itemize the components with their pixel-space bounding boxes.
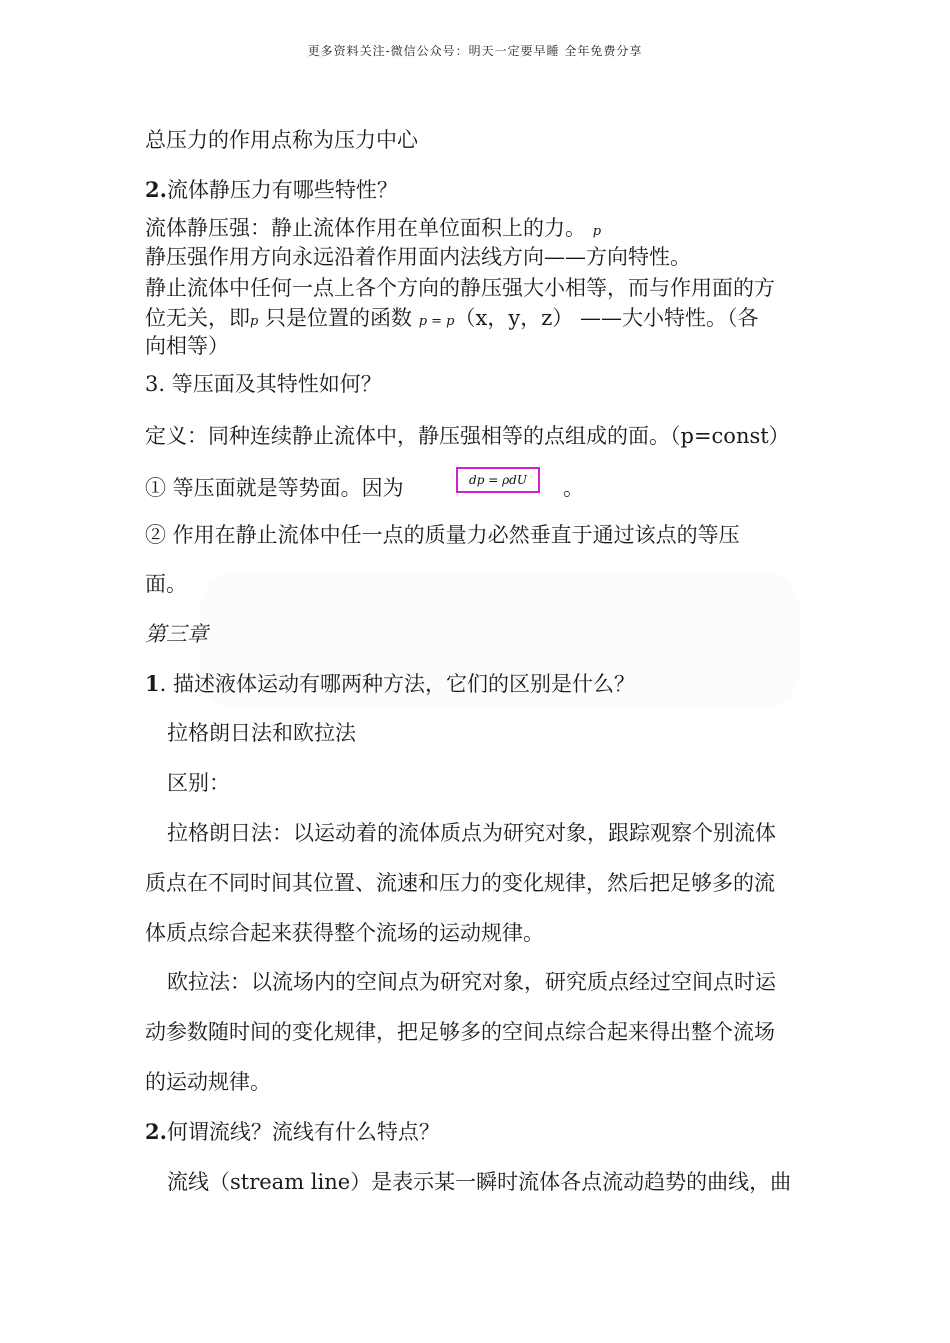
question-number: 2. [145,1119,167,1144]
math-expression: p = p [418,314,455,329]
text-line: 静压强作用方向永远沿着作用面内法线方向——方向特性。 [145,245,691,269]
text-line: 总压力的作用点称为压力中心 [145,128,418,152]
text-line: 流线（stream line）是表示某一瞬时流体各点流动趋势的曲线，曲 [167,1170,792,1194]
question-number: 2. [145,177,167,202]
question-text: . 描述液体运动有哪两种方法，它们的区别是什么？ [159,672,635,696]
text-line: 向相等） [145,334,229,358]
text-segment: 位无关，即 [145,306,250,330]
text-line: 体质点综合起来获得整个流场的运动规律。 [145,921,544,945]
question-heading [145,1120,440,1144]
chapter-title: 第三章 [145,622,208,646]
text-line: 质点在不同时间其位置、流速和压力的变化规律，然后把足够多的流 [145,871,775,895]
text-segment: （x，y，z） ——大小特性。（各 [454,306,759,330]
text-line: 的运动规律。 [145,1070,271,1094]
definition-line: 定义：同种连续静止流体中，静压强相等的点组成的面。（p=const） [145,424,790,448]
text-segment: 。 [563,476,584,500]
question-heading [145,672,635,696]
text-line: 欧拉法：以流场内的空间点为研究对象，研究质点经过空间点时运 [167,970,776,994]
question-text: 何谓流线？流线有什么特点？ [166,1120,440,1144]
question-heading: 3. 等压面及其特性如何？ [145,372,382,396]
answer-line: 拉格朗日法和欧拉法 [167,721,356,745]
text-segment: 只是位置的函数 [265,306,413,330]
text-line: 区别： [167,771,230,795]
question-text: 流体静压力有哪些特性？ [166,178,398,202]
text-line: ① 等压面就是等势面。因为 [145,476,404,500]
text-line [145,306,758,334]
text-line: ② 作用在静止流体中任一点的质量力必然垂直于通过该点的等压 [145,523,740,547]
math-symbol-p: p [592,224,602,239]
question-heading [145,178,398,202]
text-line [145,216,601,244]
page-header-notice: 更多资料关注-微信公众号：明天一定要早睡 全年免费分享 [307,44,643,58]
formula-box: dp = ρdU [456,467,540,493]
text-line: 拉格朗日法：以运动着的流体质点为研究对象，跟踪观察个别流体 [167,821,776,845]
text-line: 静止流体中任何一点上各个方向的静压强大小相等，而与作用面的方 [145,276,775,300]
question-number: 1 [145,671,160,696]
text-segment: 流体静压强：静止流体作用在单位面积上的力。 [145,216,586,240]
math-symbol-p: p [250,314,259,329]
text-line: 面。 [145,572,187,596]
text-line: 动参数随时间的变化规律，把足够多的空间点综合起来得出整个流场 [145,1020,775,1044]
